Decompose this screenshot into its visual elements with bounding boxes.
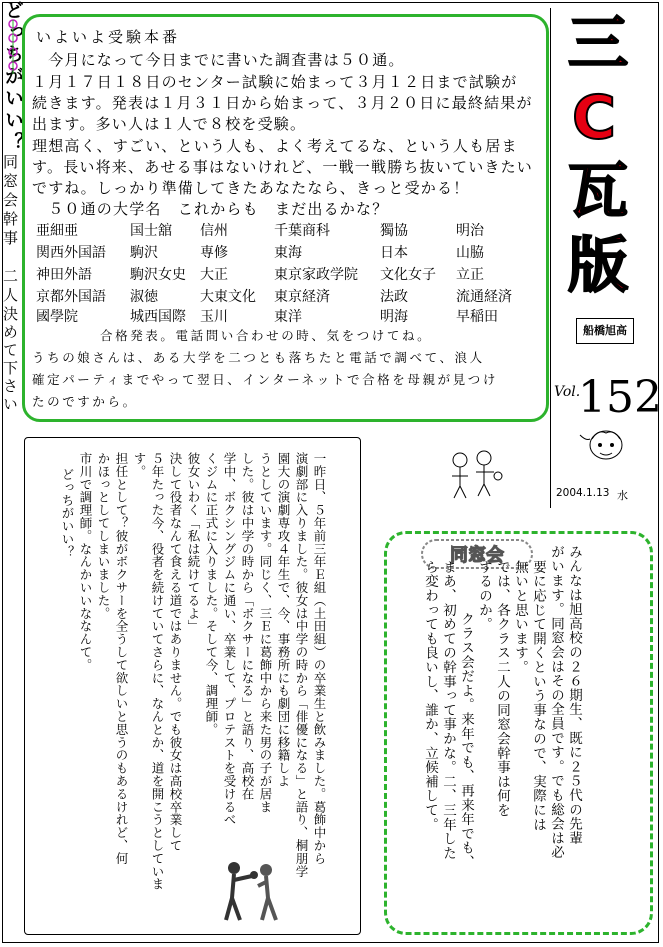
- right-article-column: 要に応じて開くという事なので、実際には: [530, 560, 546, 832]
- top-article-line: １月１７日１８日のセンター試験に始まって３月１２日まで試験が: [32, 73, 518, 91]
- flower-doodle-icon: [4, 18, 22, 78]
- masthead-char: 瓦: [568, 157, 628, 227]
- left-article-column: うとしています。同じく、三Ｅに葛飾中から来た男の子が居ま: [258, 452, 273, 814]
- right-article-column: まあ、初めての幹事って事かな。二、三年した: [440, 560, 456, 861]
- university-name: 獨協: [380, 223, 408, 239]
- cartoon-face-icon: [578, 425, 634, 465]
- university-name: 千葉商科: [274, 223, 330, 239]
- university-name: 国士舘: [130, 223, 172, 239]
- top-article-line: 出ます。多い人は１人で８校を受験。: [32, 115, 307, 133]
- left-article-column: くジムに正式に入りました。そして今、調理師。: [204, 452, 219, 736]
- vol-label: Vol.: [554, 384, 581, 400]
- boxers-illustration-icon: [214, 858, 286, 924]
- university-name: 文化女子: [380, 267, 436, 283]
- issue-weekday: 水: [617, 489, 628, 502]
- university-name: 京都外国語: [36, 289, 106, 305]
- university-name: 明海: [380, 309, 408, 325]
- top-article-line: 今月になって今日までに書いた調査書は５０通。: [32, 51, 405, 69]
- right-article-column: がいます。同窓会はその全員です。でも総会は必: [548, 545, 564, 860]
- cartoon-people-icon: [444, 446, 508, 502]
- top-article-line: 続きます。発表は１月３１日から始まって、３月２０日に最終結果が: [32, 94, 533, 112]
- left-article-column: 一昨日、５年前三年Ｅ組（土田組）の卒業生と飲みました。葛飾中から: [312, 452, 327, 865]
- university-name: 玉川: [200, 309, 228, 325]
- university-name: 東海: [274, 245, 302, 261]
- right-article-column: クラス会だよ。来年でも、再来年でも、: [458, 612, 474, 870]
- masthead-char: 版: [568, 231, 628, 301]
- note-line: うちの娘さんは、ある大学を二つとも落ちたと電話で調べて、浪人: [32, 350, 485, 365]
- right-article-column: みんなは旭高校の２６期生、既に２５代の先輩: [566, 545, 582, 846]
- university-name: 駒沢: [130, 245, 158, 261]
- issue-number: 152: [578, 372, 662, 423]
- top-article-title: いよいよ受験本番: [36, 28, 181, 46]
- left-article-title: どっちがいい？: [2, 0, 24, 154]
- issue-date: 2004.1.13: [556, 487, 610, 499]
- university-name: 神田外語: [36, 267, 92, 283]
- university-name: 東京家政学院: [274, 267, 358, 283]
- university-name: 亜細亜: [36, 223, 78, 239]
- right-article-title: 同窓会幹事 二人: [1, 154, 19, 306]
- university-name: 明治: [456, 223, 484, 239]
- university-name: 日本: [380, 245, 408, 261]
- right-article-column: するのか。: [476, 560, 492, 632]
- top-article-line: 理想高く、すごい、という人も、よく考えてるな、という人も居ま: [32, 137, 518, 155]
- left-article-column: 市川で調理師。なんかいいななんて。: [78, 452, 93, 672]
- masthead-char: 三: [568, 9, 628, 79]
- university-name: 駒沢女史: [130, 267, 186, 283]
- left-article-column: かほっとしてしまいました。: [96, 452, 111, 620]
- left-article-column: 決して役者なんて食える道ではありません。でも彼女は高校卒業して: [168, 452, 183, 852]
- left-article-column: どっちがいい？: [60, 468, 75, 559]
- note-line: 確定パーティまでやって翌日、インターネットで合格を母親が見つけ: [32, 372, 498, 387]
- top-article-line: ですね。しっかり準備してきたあなたなら、きっと受かる！: [32, 179, 470, 197]
- university-name: 東洋: [274, 309, 302, 325]
- note-line: 合格発表。電話問い合わせの時、気をつけてね。: [100, 328, 433, 343]
- top-article-line: す。長い将来、あせる事はないけれど、一戦一戦勝ち抜いていきたい: [32, 158, 534, 176]
- university-name: 信州: [200, 223, 228, 239]
- university-name: 國學院: [36, 309, 78, 325]
- university-name: 早稲田: [456, 309, 498, 325]
- university-name: 関西外国語: [36, 245, 106, 261]
- left-article-column: ５年たった今、役者を続けていてさらに、なんとか、道を開こうとしていま: [150, 452, 165, 891]
- university-name: 立正: [456, 267, 484, 283]
- university-name: 大東文化: [200, 289, 256, 305]
- school-badge: 船橋旭高: [576, 318, 634, 344]
- left-article-column: 彼女いわく「私は続けてるよ」: [186, 452, 201, 633]
- left-article-column: 担任として？彼がボクサーを全うして欲しいと思うのもあるけれど、何: [114, 452, 129, 865]
- university-name: 淑徳: [130, 289, 158, 305]
- dosokai-logo-text: 同窓会: [450, 545, 504, 566]
- university-name: 大正: [200, 267, 228, 283]
- left-article-column: す。: [132, 452, 147, 478]
- top-article-line: ５０通の大学名 これからも まだ出るかな？: [32, 200, 389, 218]
- right-article-column: 無いと思います。: [512, 560, 528, 675]
- university-name: 山脇: [456, 245, 484, 261]
- left-article-column: 演劇部に入りました。彼女は中学の時から「俳優になる」と語り、桐朋学: [294, 452, 309, 878]
- note-line: たのですから。: [32, 394, 138, 409]
- university-name: 法政: [380, 289, 408, 305]
- left-article-column: した。彼は中学の時から「ボクサーになる」と語り、高校在: [240, 452, 255, 801]
- masthead-char: C: [572, 83, 617, 153]
- right-article-column: では、各クラス二人の同窓会幹事は何を: [494, 560, 510, 818]
- left-article-column: 学中、ボクシングジムに通い、卒業して、プロテストを受けるべ: [222, 452, 237, 827]
- right-article-column: ら変わっても良いし、誰か、立候補して。: [422, 560, 438, 832]
- university-name: 東京経済: [274, 289, 330, 305]
- university-name: 城西国際: [130, 309, 186, 325]
- right-article-subtitle: 決めて下さい: [1, 306, 19, 414]
- university-name: 専修: [200, 245, 228, 261]
- university-name: 流通経済: [456, 289, 512, 305]
- left-article-column: 園大の演劇専攻４年生で、今、事務所にも劇団に移籍しよ: [276, 452, 291, 788]
